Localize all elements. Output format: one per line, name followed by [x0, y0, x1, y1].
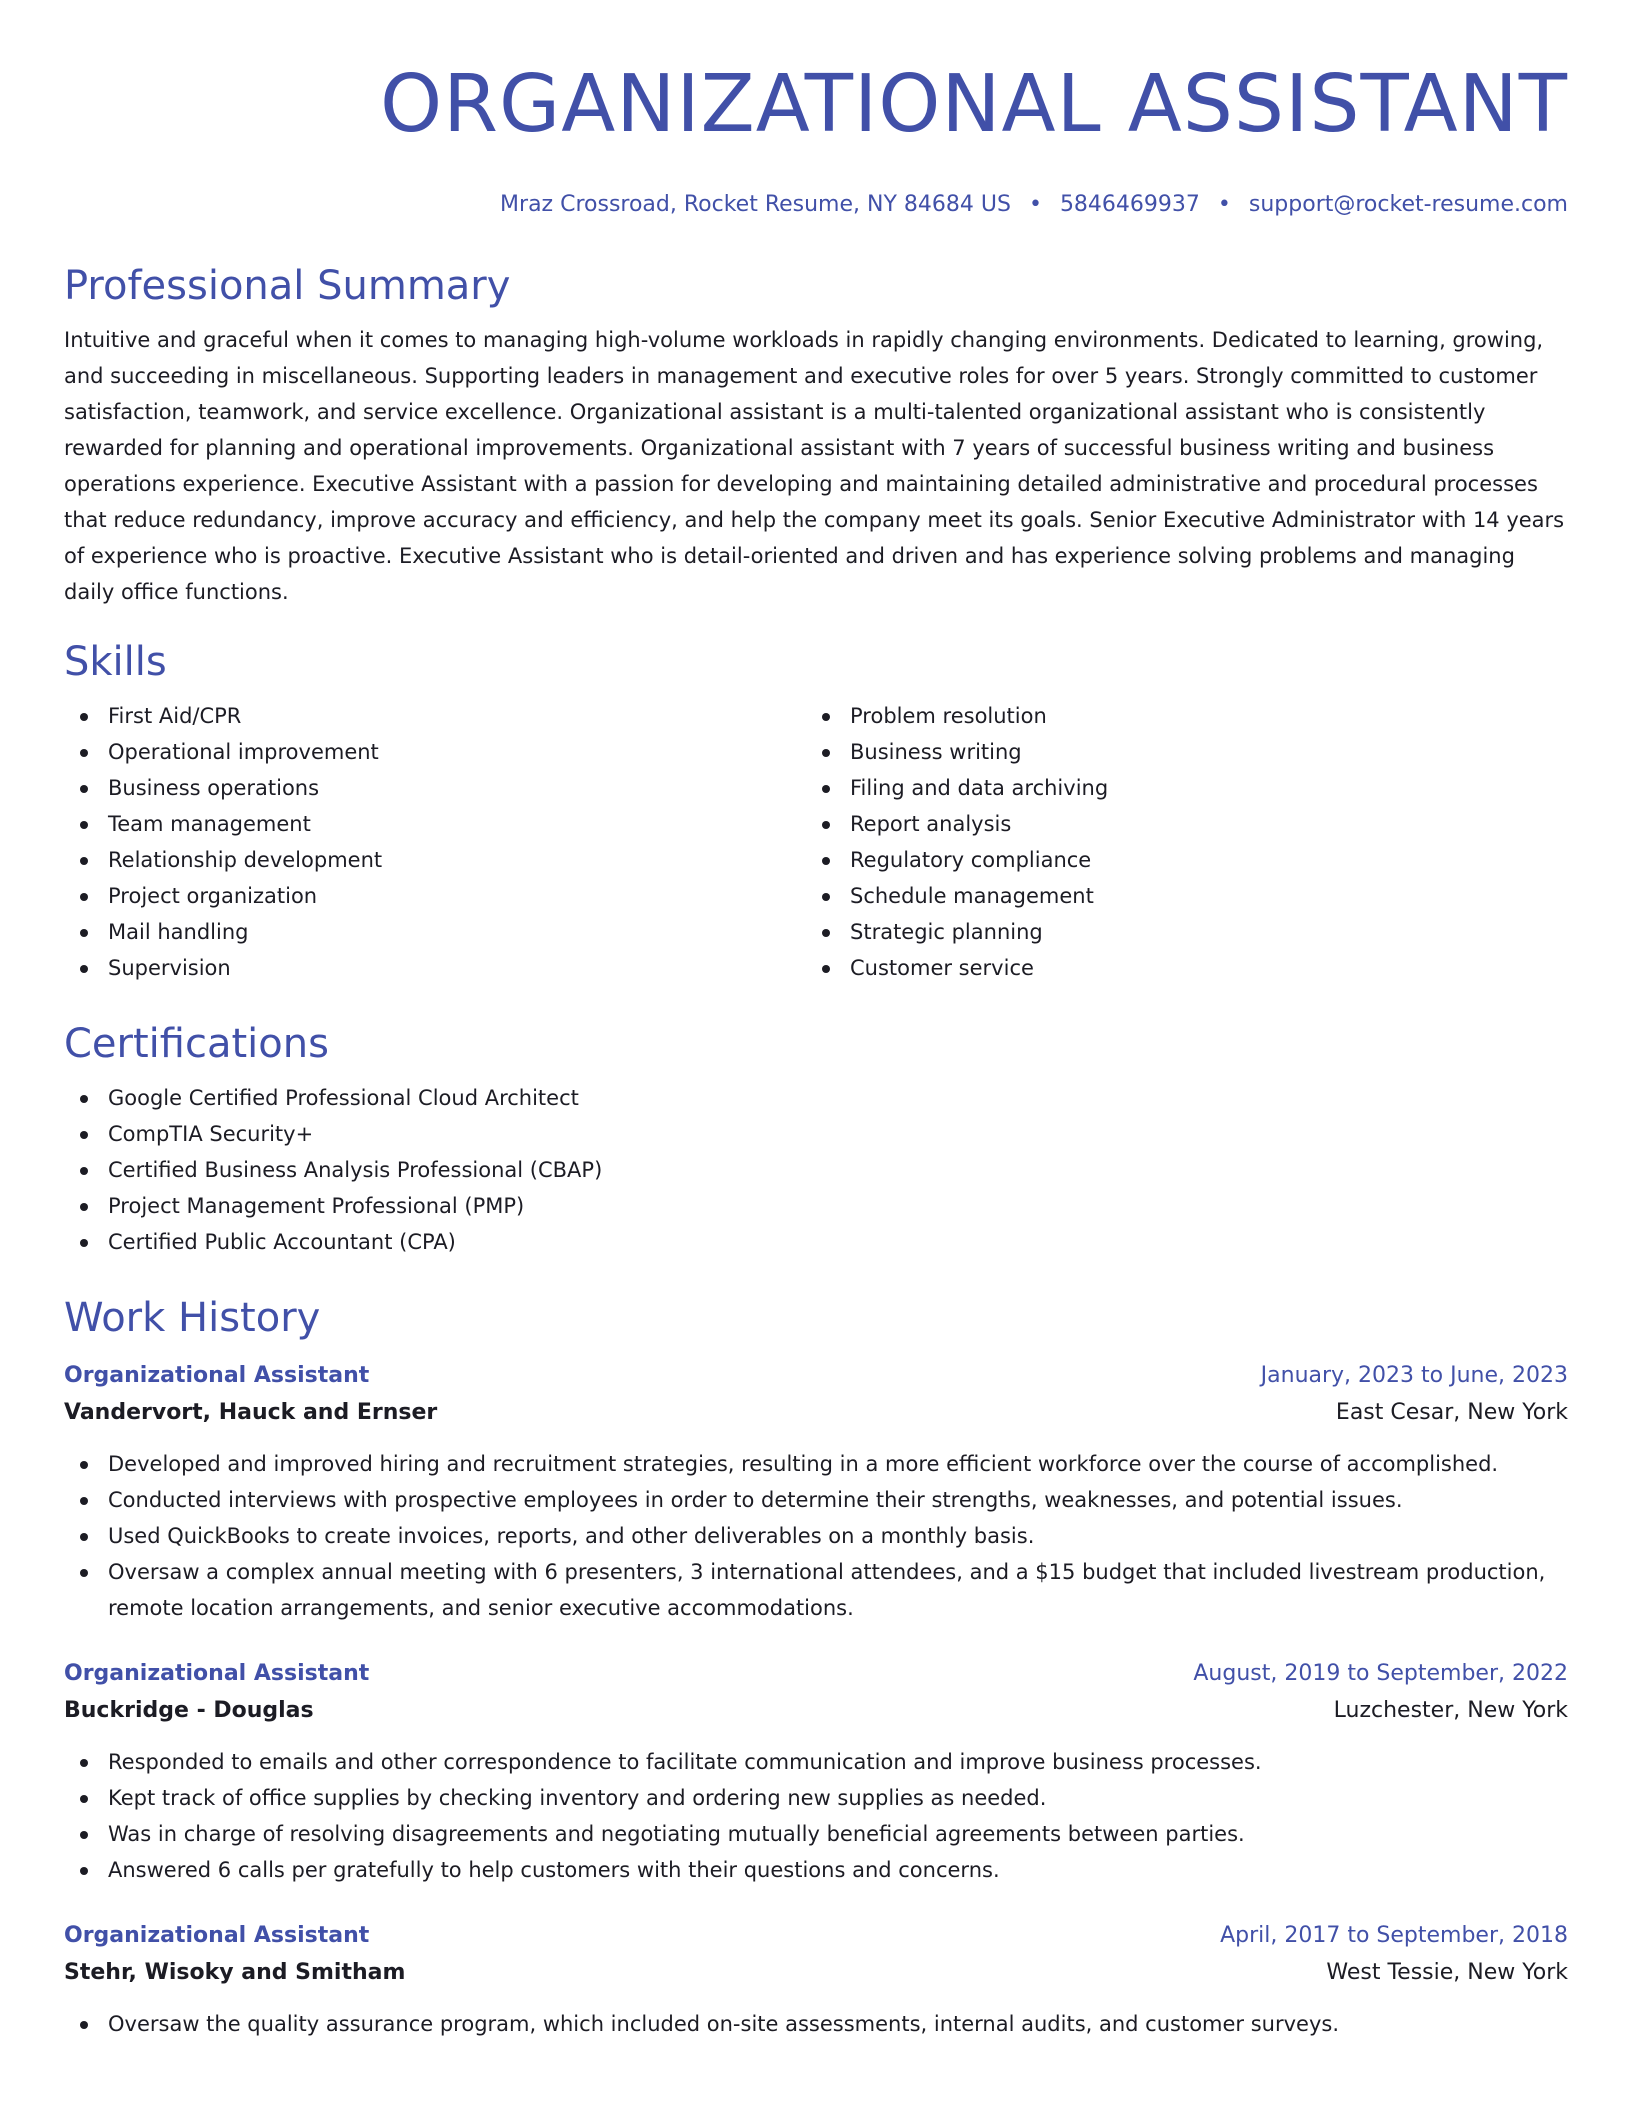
job-company-row: [64, 1954, 1568, 1992]
certification-item: Google Certified Professional Cloud Architect: [64, 1080, 1568, 1116]
contact-address: Mraz Crossroad, Rocket Resume, NY 84684 US: [500, 192, 1011, 217]
skill-item: Business operations: [64, 770, 806, 806]
job-title-row: [64, 1918, 1568, 1954]
job-location: West Tessie, New York: [1326, 1960, 1568, 1985]
skill-item: Problem resolution: [806, 698, 1548, 734]
summary-section: [64, 262, 1568, 610]
job-company: Stehr, Wisoky and Smitham: [64, 1960, 406, 1985]
job-title-row: [64, 1358, 1568, 1394]
certifications-section: [64, 1020, 1568, 1260]
job-duty: Used QuickBooks to create invoices, reports, and other deliverables on a monthly basis.: [64, 1518, 1568, 1554]
skill-item: Operational improvement: [64, 734, 806, 770]
job-dates: April, 2017 to September, 2018: [1220, 1923, 1568, 1948]
contact-email: support@rocket-resume.com: [1248, 192, 1568, 217]
skill-item: Regulatory compliance: [806, 842, 1548, 878]
skills-grid: [64, 698, 1568, 986]
certifications-heading: Certifications: [64, 1021, 329, 1067]
resume-header: [64, 56, 1568, 220]
skill-item: Supervision: [64, 950, 806, 986]
work-history-heading: Work History: [64, 1295, 321, 1341]
skill-item: Report analysis: [806, 806, 1548, 842]
job-entry: [64, 1656, 1568, 1888]
skill-item: Project organization: [64, 878, 806, 914]
job-duty: Oversaw a complex annual meeting with 6 presenters, 3 international attendees, and a $15 budget that included livestream production, remote location arrangements, and senior executive accommodations.: [64, 1554, 1568, 1626]
skills-section: [64, 638, 1568, 986]
job-dates: January, 2023 to June, 2023: [1260, 1363, 1568, 1388]
work-history-section: [64, 1294, 1568, 2042]
summary-heading: Professional Summary: [64, 263, 511, 309]
summary-paragraph: Intuitive and graceful when it comes to managing high-volume workloads in rapidly changing environments. Dedicated to learning, growing, and succeeding in miscellaneous. Supporting leaders in management and executive roles for over 5 years. Strongly committed to customer satisfaction, teamwork, and service excellence. Organizational assistant is a multi-talented organizational assistant who is consistently rewarded for planning and operational improvements. Organizational assistant with 7 years of successful business writing and business operations experience. Executive Assistant with a passion for developing and maintaining detailed administrative and procedural processes that reduce redundancy, improve accuracy and efficiency, and help the company meet its goals. Senior Executive Administrator with 14 years of experience who is proactive. Executive Assistant who is detail-oriented and driven and has experience solving problems and managing daily office functions.: [64, 328, 1565, 604]
job-duty: Was in charge of resolving disagreements and negotiating mutually beneficial agreements between parties.: [64, 1816, 1568, 1852]
skill-item: First Aid/CPR: [64, 698, 806, 734]
skill-item: Relationship development: [64, 842, 806, 878]
certification-item: Certified Business Analysis Professional (CBAP): [64, 1152, 1568, 1188]
job-location: Luzchester, New York: [1333, 1698, 1568, 1723]
job-dates: August, 2019 to September, 2022: [1193, 1661, 1568, 1686]
job-duty: Responded to emails and other correspondence to facilitate communication and improve business processes.: [64, 1744, 1568, 1780]
contact-line: [64, 190, 1568, 220]
job-company: Vandervort, Hauck and Ernser: [64, 1400, 438, 1425]
job-duties-list: [64, 2006, 1568, 2042]
job-duty: Oversaw the quality assurance program, which included on-site assessments, internal audits, and customer surveys.: [64, 2006, 1568, 2042]
job-title: Organizational Assistant: [64, 1363, 370, 1388]
certification-item: Project Management Professional (PMP): [64, 1188, 1568, 1224]
skills-heading: Skills: [64, 639, 167, 685]
skills-column-right: [806, 698, 1548, 986]
job-duty: Answered 6 calls per gratefully to help customers with their questions and concerns.: [64, 1852, 1568, 1888]
certifications-list: [64, 1080, 1568, 1260]
job-duty: Developed and improved hiring and recruitment strategies, resulting in a more efficient workforce over the course of accomplished.: [64, 1446, 1568, 1482]
skill-item: Business writing: [806, 734, 1548, 770]
skills-list-right: [806, 698, 1548, 986]
certification-item: Certified Public Accountant (CPA): [64, 1224, 1568, 1260]
job-title: Organizational Assistant: [64, 1661, 370, 1686]
skill-item: Customer service: [806, 950, 1548, 986]
contact-separator: •: [1028, 192, 1042, 217]
skills-list-left: [64, 698, 806, 986]
job-location: East Cesar, New York: [1335, 1400, 1568, 1425]
job-entry: [64, 1918, 1568, 2042]
contact-separator: •: [1217, 192, 1231, 217]
skill-item: Team management: [64, 806, 806, 842]
skill-item: Mail handling: [64, 914, 806, 950]
job-duties-list: [64, 1446, 1568, 1626]
job-duty: Conducted interviews with prospective employees in order to determine their strengths, weaknesses, and potential issues.: [64, 1482, 1568, 1518]
candidate-name: ORGANIZATIONAL ASSISTANT: [379, 58, 1568, 150]
job-company-row: [64, 1394, 1568, 1432]
job-company-row: [64, 1692, 1568, 1730]
certification-item: CompTIA Security+: [64, 1116, 1568, 1152]
job-duty: Kept track of office supplies by checking inventory and ordering new supplies as needed.: [64, 1780, 1568, 1816]
job-title-row: [64, 1656, 1568, 1692]
job-company: Buckridge - Douglas: [64, 1698, 314, 1723]
skills-column-left: [64, 698, 806, 986]
job-duties-list: [64, 1744, 1568, 1888]
job-title: Organizational Assistant: [64, 1923, 370, 1948]
skill-item: Schedule management: [806, 878, 1548, 914]
skill-item: Strategic planning: [806, 914, 1548, 950]
skill-item: Filing and data archiving: [806, 770, 1548, 806]
job-entry: [64, 1358, 1568, 1626]
contact-phone: 5846469937: [1059, 192, 1200, 217]
